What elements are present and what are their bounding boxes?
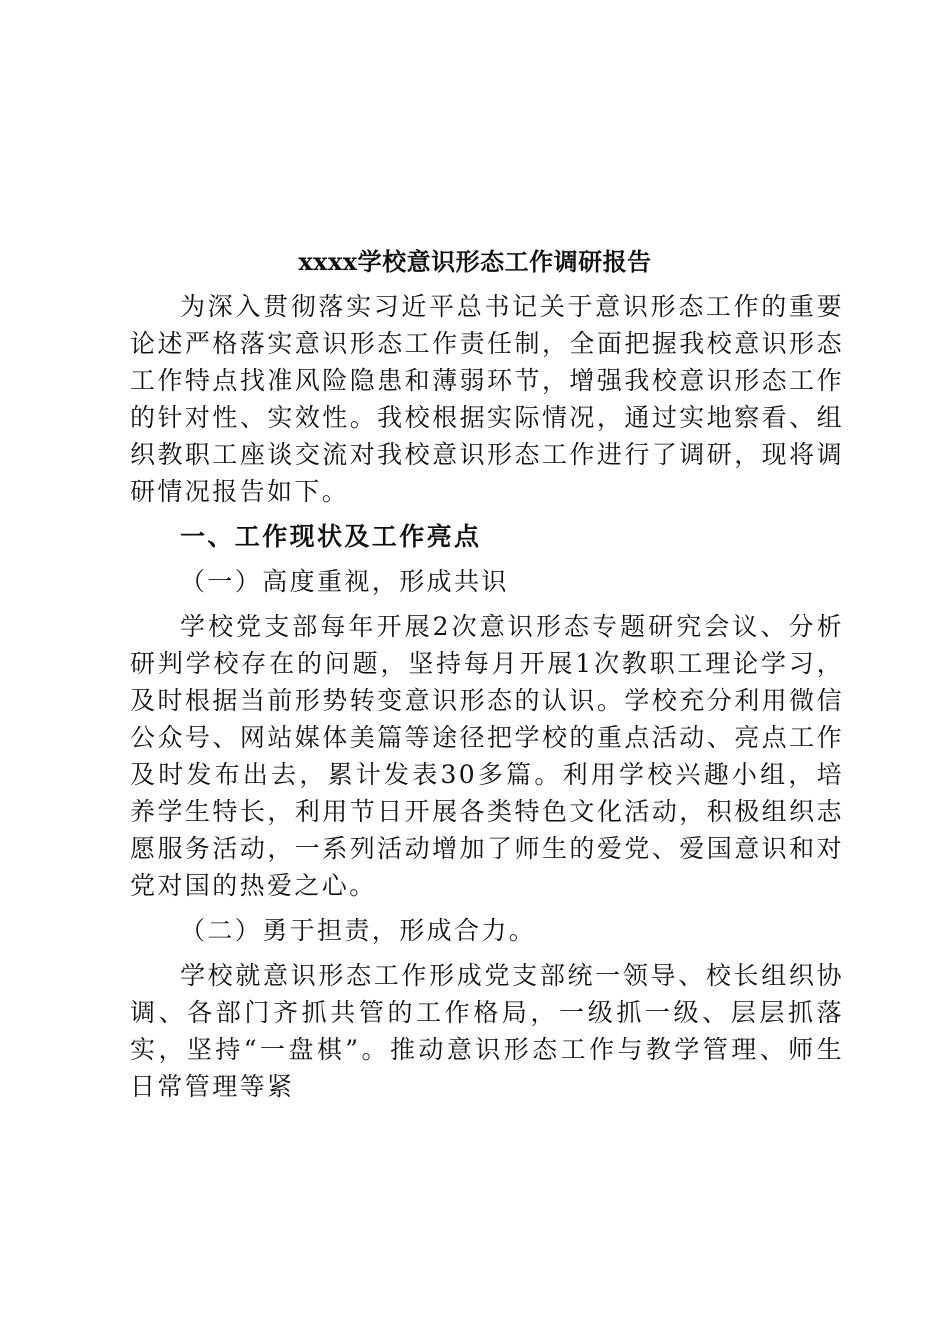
document-title: xxxx学校意识形态工作调研报告 <box>298 247 652 276</box>
section-heading-1: 一、工作现状及工作亮点 <box>180 522 482 551</box>
subsection-heading-1: （一）高度重视，形成共识 <box>180 567 509 596</box>
subsection-body-1: 学校党支部每年开展2次意识形态专题研究会议、分析研判学校存在的问题，坚持每月开展1次教职工理论学习，及时根据当前形势转变意识形态的认识。学校充分利用微信公众号、网站媒体美篇等途径把学校的重点活动、亮点工作及时发布出去，累计发表30多篇。利用学校兴趣小组，培养学生特长，利用节日开展各类特色文化活动，积极组织志愿服务活动，一系列活动增加了师生的爱党、爱国意识和对党对国的热爱之心。 <box>130 612 844 900</box>
intro-paragraph: 为深入贯彻落实习近平总书记关于意识形态工作的重要论述严格落实意识形态工作责任制，全面把握我校意识形态工作特点找准风险隐患和薄弱环节，增强我校意识形态工作的针对性、实效性。我校根据实际情况，通过实地察看、组织教职工座谈交流对我校意识形态工作进行了调研，现将调研情况报告如下。 <box>130 292 844 506</box>
document-body <box>130 288 844 1105</box>
subsection-body-2: 学校就意识形态工作形成党支部统一领导、校长组织协调、各部门齐抓共管的工作格局，一级抓一级、层层抓落实，坚持“一盘棋”。推动意识形态工作与教学管理、师生日常管理等紧 <box>130 961 844 1101</box>
subsection-heading-2: （二）勇于担责，形成合力。 <box>180 916 537 945</box>
